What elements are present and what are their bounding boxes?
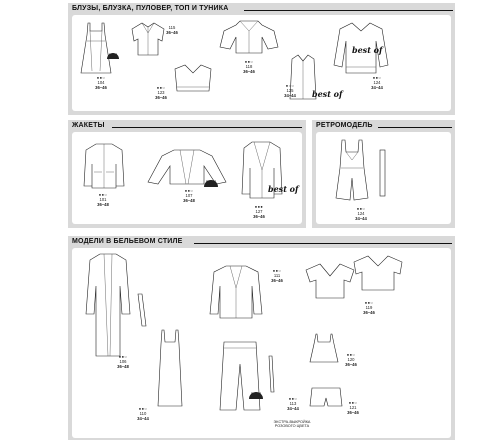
garment-number: 121: [349, 405, 357, 410]
garment-113-drawing: [218, 340, 262, 414]
garment-101-drawing: [82, 142, 126, 192]
garment-number: 118: [245, 64, 253, 69]
sewing-machine-icon: [248, 390, 264, 399]
garment-110-drawing: [152, 328, 188, 410]
difficulty-dots: ●●●: [254, 204, 264, 209]
difficulty-dots: ●○○: [285, 83, 295, 88]
section-jackets: [68, 120, 306, 228]
garment-106-drawing: [84, 252, 132, 360]
garment-123-label: [148, 85, 174, 100]
difficulty-dots: ●●○: [156, 85, 166, 90]
garment-number: 125: [286, 88, 294, 93]
difficulty-dots: ●●○: [138, 406, 148, 411]
garment-101-label: [90, 192, 116, 207]
difficulty-dots: ●●○: [364, 300, 374, 305]
garment-118-drawing: [218, 19, 280, 59]
garment-104-label: [86, 75, 116, 90]
garment-110-label: [130, 406, 156, 421]
catalog-page: [65, 0, 458, 442]
extra-pattern-note: ЭКСТРА-ВЫКРОЙКА РОЗОВОГО ЦВЕТА: [273, 420, 311, 429]
difficulty-dots: ●●○: [356, 206, 366, 211]
section-title-blouses: БЛУЗЫ, БЛУЗКА, ПУЛОВЕР, ТОП И ТУНИКА: [72, 5, 229, 12]
best-of-badge: best of: [312, 89, 343, 99]
difficulty-dots: ●●○: [184, 188, 194, 193]
sewing-machine-icon: [106, 51, 120, 59]
garment-sizes: 34–44: [137, 416, 149, 421]
garment-sizes: 34–44: [284, 93, 296, 98]
garment-111-drawing: [208, 264, 264, 322]
difficulty-dots: ●●○: [98, 192, 108, 197]
garment-number: 127: [255, 209, 263, 214]
garment-125-label: [278, 83, 302, 98]
section-blouses: [68, 3, 455, 115]
garment-120-drawing: [306, 332, 342, 366]
garment-119b-drawing: [352, 254, 404, 294]
garment-sizes: 36–46: [363, 310, 375, 315]
garment-115-label: [160, 25, 184, 35]
garment-104-drawing: [78, 21, 114, 76]
garment-number: 101: [99, 197, 107, 202]
garment-sizes: 36–46: [95, 85, 107, 90]
garment-number: 119: [365, 305, 373, 310]
garment-number: 120: [347, 357, 355, 362]
garment-124-retro-drawing: [334, 138, 370, 206]
garment-sizes: 36–46: [243, 69, 255, 74]
garment-sizes: 36–46: [345, 362, 357, 367]
garment-118-label: [236, 59, 262, 74]
difficulty-dots: ●●○: [96, 75, 106, 80]
section-lingerie: [68, 236, 455, 440]
garment-119-label: [356, 300, 382, 315]
belt-drawing: [266, 354, 276, 394]
garment-sizes: 34–44: [287, 406, 299, 411]
section-title-lingerie: МОДЕЛИ В БЕЛЬЕВОМ СТИЛЕ: [72, 238, 183, 245]
garment-number: 113: [289, 401, 297, 406]
garment-sizes: 34–44: [355, 216, 367, 221]
garment-number: 110: [139, 411, 147, 416]
garment-127-label: [246, 204, 272, 219]
difficulty-dots: ●●○: [348, 400, 358, 405]
garment-number: 124: [357, 211, 365, 216]
garment-number: 111: [273, 273, 281, 278]
garment-124-label: [364, 75, 390, 90]
garment-number: 107: [185, 193, 193, 198]
difficulty-dots: ●●○: [288, 396, 298, 401]
garment-119-drawing: [304, 262, 356, 302]
garment-111-label: [264, 268, 290, 283]
garment-123-drawing: [173, 63, 213, 97]
best-of-badge: best of: [268, 184, 299, 194]
garment-number: 104: [97, 80, 105, 85]
difficulty-dots: ●●○: [372, 75, 382, 80]
section-rule: [378, 127, 452, 128]
difficulty-dots: ●●○: [244, 59, 254, 64]
garment-sizes: 36–48: [97, 202, 109, 207]
difficulty-dots: ●●○: [118, 354, 128, 359]
belt-drawing: [134, 292, 150, 328]
garment-sizes: 36–48: [117, 364, 129, 369]
garment-number: 123: [157, 90, 165, 95]
garment-120-label: [338, 352, 364, 367]
garment-sizes: 36–46: [253, 214, 265, 219]
garment-113-label: [280, 396, 306, 411]
garment-sizes: 36–46: [166, 30, 178, 35]
section-title-jackets: ЖАКЕТЫ: [72, 122, 105, 129]
section-title-retro: РЕТРОМОДЕЛЬ: [316, 122, 373, 129]
garment-number: 124: [373, 80, 381, 85]
garment-106-label: [110, 354, 136, 369]
section-retro: [312, 120, 455, 228]
section-rule: [112, 127, 302, 128]
difficulty-dots: ●●○: [272, 268, 282, 273]
garment-121-drawing: [308, 386, 344, 410]
garment-sizes: 36–48: [183, 198, 195, 203]
sewing-machine-icon: [203, 178, 219, 187]
garment-124-retro-label: [348, 206, 374, 221]
section-rule: [244, 10, 453, 11]
garment-number: 115: [168, 25, 176, 30]
belt-drawing: [378, 148, 388, 198]
section-rule: [194, 243, 452, 244]
best-of-badge: best of: [352, 45, 383, 55]
difficulty-dots: ●●○: [346, 352, 356, 357]
garment-107-label: [176, 188, 202, 203]
garment-121-label: [340, 400, 366, 415]
garment-number: 106: [119, 359, 127, 364]
garment-sizes: 36–46: [155, 95, 167, 100]
garment-sizes: 34–44: [371, 85, 383, 90]
garment-sizes: 36–46: [347, 410, 359, 415]
garment-sizes: 36–46: [271, 278, 283, 283]
